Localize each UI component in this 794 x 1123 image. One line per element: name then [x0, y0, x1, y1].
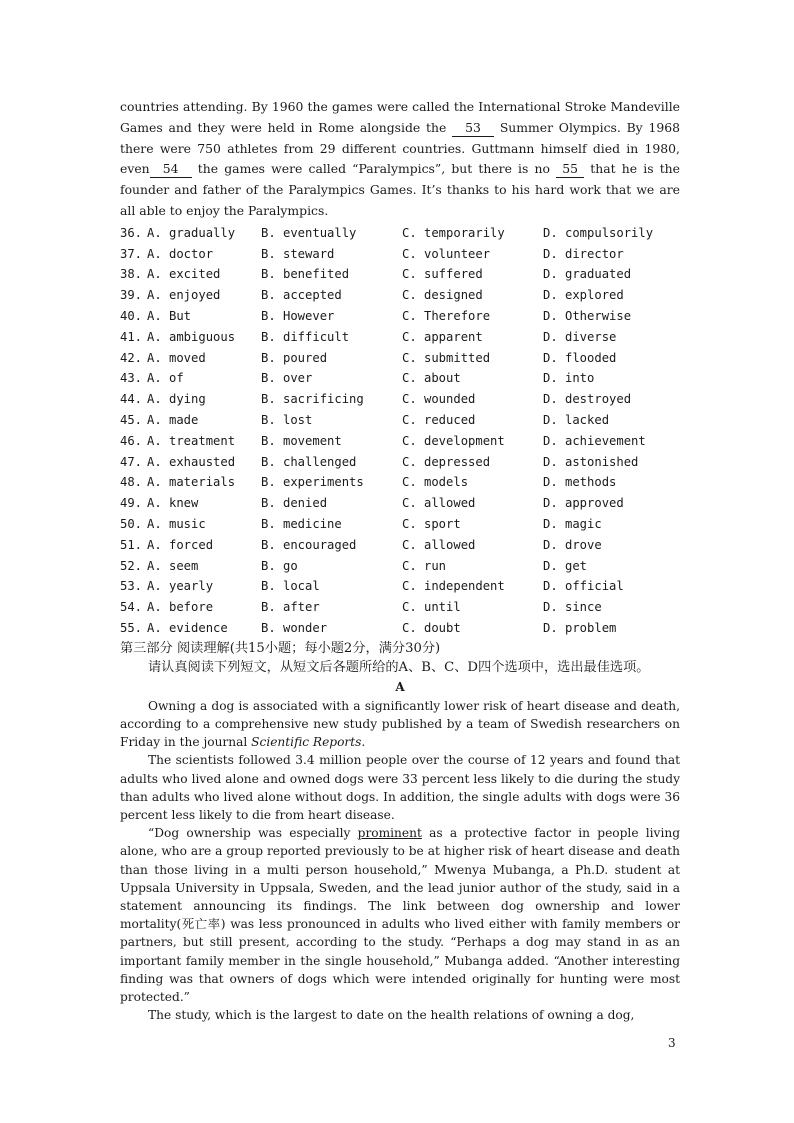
option-a: A. music: [147, 516, 206, 531]
option-row: [120, 389, 680, 410]
question-number: 46.: [120, 433, 143, 448]
blank-55: 55: [556, 161, 584, 178]
question-number: 48.: [120, 475, 143, 490]
option-c: C. volunteer: [402, 246, 491, 261]
option-row: [120, 431, 680, 452]
option-a: A. materials: [147, 475, 236, 490]
option-c: C. run: [402, 558, 447, 573]
underlined-word: prominent: [357, 826, 422, 841]
question-number: 39.: [120, 288, 143, 303]
question-number: 44.: [120, 392, 143, 407]
question-number: 45.: [120, 412, 143, 427]
option-d: D. director: [543, 246, 624, 261]
question-number: 47.: [120, 454, 143, 469]
option-a: A. moved: [147, 350, 206, 365]
option-b: B. difficult: [261, 329, 350, 344]
option-c: C. submitted: [402, 350, 491, 365]
option-a: A. dying: [147, 392, 206, 407]
option-b: B. accepted: [261, 288, 342, 303]
passage-label: A: [395, 679, 405, 694]
option-d: D. graduated: [543, 267, 632, 282]
option-a: A. forced: [147, 537, 214, 552]
option-d: D. into: [543, 371, 595, 386]
question-number: 43.: [120, 371, 143, 386]
option-d: D. since: [543, 600, 602, 615]
option-c: C. wounded: [402, 392, 476, 407]
option-a: A. But: [147, 308, 192, 323]
question-number: 42.: [120, 350, 143, 365]
option-c: C. allowed: [402, 537, 476, 552]
option-c: C. models: [402, 475, 469, 490]
option-b: B. wonder: [261, 620, 328, 635]
option-c: C. until: [402, 600, 461, 615]
option-a: A. made: [147, 412, 199, 427]
journal-name: Scientific Reports: [251, 735, 362, 750]
cloze-passage-tail: countries attending. By 1960 the games were called the International Stroke Mandeville Games and they were held in Rome alongside the 53 Summer Olympics. By 1968 there were 750 athletes from 29 different countries. Guttmann himself died in 1980, even 54 the games were called “Paralympics”, but there is no 55 that he is the founder and father of the Paralympics Games. It’s thanks to his hard work that we are all able to enjoy the Paralympics.: [120, 99, 681, 218]
reading-paragraph: Owning a dog is associated with a significantly lower risk of heart disease and death, according to a comprehensive new study published by a team of Swedish researchers on Friday in the journal Scientific Reports.: [120, 698, 680, 750]
question-number: 52.: [120, 558, 143, 573]
option-row: [120, 223, 680, 244]
option-d: D. explored: [543, 288, 624, 303]
blank-54: 54: [150, 161, 192, 178]
option-b: B. However: [261, 308, 335, 323]
option-d: D. destroyed: [543, 392, 632, 407]
reading-paragraph: The scientists followed 3.4 million people over the course of 12 years and found that adults who lived alone and owned dogs were 33 percent less likely to die during the study than adults who lived alone without dogs. In addition, the single adults with dogs were 36 percent less likely to die from heart disease.: [120, 753, 680, 822]
option-row: [120, 368, 680, 389]
option-b: B. over: [261, 371, 313, 386]
option-a: A. excited: [147, 267, 221, 282]
option-c: C. development: [402, 433, 505, 448]
option-a: A. doctor: [147, 246, 214, 261]
option-c: C. designed: [402, 288, 483, 303]
option-row: [120, 535, 680, 556]
question-number: 41.: [120, 329, 143, 344]
option-row: [120, 327, 680, 348]
option-d: D. astonished: [543, 454, 639, 469]
option-d: D. achievement: [543, 433, 646, 448]
option-row: [120, 264, 680, 285]
option-row: [120, 285, 680, 306]
option-row: [120, 576, 680, 597]
option-c: C. independent: [402, 579, 505, 594]
option-row: [120, 244, 680, 265]
option-d: D. get: [543, 558, 588, 573]
question-number: 50.: [120, 516, 143, 531]
option-b: B. benefited: [261, 267, 350, 282]
reading-paragraph: The study, which is the largest to date on the health relations of owning a dog,: [148, 1008, 635, 1023]
section-instruction: 请认真阅读下列短文，从短文后各题所给的A、B、C、D四个选项中，选出最佳选项。: [148, 659, 650, 675]
question-number: 38.: [120, 267, 143, 282]
option-row: [120, 556, 680, 577]
answer-options-list: [120, 223, 680, 639]
question-number: 36.: [120, 225, 143, 240]
option-c: C. sport: [402, 516, 461, 531]
option-d: D. approved: [543, 496, 624, 511]
question-number: 53.: [120, 579, 143, 594]
option-c: C. apparent: [402, 329, 483, 344]
blank-53: 53: [452, 120, 494, 137]
question-number: 55.: [120, 620, 143, 635]
option-d: D. official: [543, 579, 624, 594]
option-b: B. local: [261, 579, 320, 594]
option-b: B. after: [261, 600, 320, 615]
question-number: 49.: [120, 496, 143, 511]
option-d: D. problem: [543, 620, 617, 635]
option-d: D. diverse: [543, 329, 617, 344]
option-d: D. lacked: [543, 412, 610, 427]
option-row: [120, 618, 680, 639]
option-b: B. lost: [261, 412, 313, 427]
option-row: [120, 597, 680, 618]
option-b: B. denied: [261, 496, 328, 511]
option-row: [120, 348, 680, 369]
question-number: 54.: [120, 600, 143, 615]
option-b: B. go: [261, 558, 298, 573]
option-c: C. temporarily: [402, 225, 505, 240]
reading-paragraph: “Dog ownership was especially prominent as a protective factor in people living alone, who are a group reported previously to be at higher risk of heart disease and death than those living in a multi person household,” Mwenya Mubanga, a Ph.D. student at Uppsala University in Uppsala, Sweden, and the lead junior author of the study, said in a statement announcing its findings. The link between dog ownership and lower mortality(死亡率) was less pronounced in adults who lived either with family members or partners, but still present, according to the study. “Perhaps a dog may stand in as an important family member in the single household,” Mubanga added. “Another interesting finding was that owners of dogs which were intended originally for hunting were most protected.”: [120, 826, 680, 1004]
option-b: B. medicine: [261, 516, 342, 531]
option-c: C. Therefore: [402, 308, 491, 323]
option-b: B. poured: [261, 350, 328, 365]
option-row: [120, 493, 680, 514]
option-b: B. experiments: [261, 475, 364, 490]
option-a: A. yearly: [147, 579, 214, 594]
option-row: [120, 306, 680, 327]
option-row: [120, 452, 680, 473]
option-b: B. challenged: [261, 454, 357, 469]
option-a: A. knew: [147, 496, 199, 511]
page-number: 3: [668, 1036, 676, 1050]
option-row: [120, 514, 680, 535]
option-d: D. compulsorily: [543, 225, 654, 240]
question-number: 40.: [120, 308, 143, 323]
option-row: [120, 410, 680, 431]
option-c: C. about: [402, 371, 461, 386]
option-d: D. magic: [543, 516, 602, 531]
option-a: A. exhausted: [147, 454, 236, 469]
section-heading: 第三部分 阅读理解(共15小题；每小题2分，满分30分): [120, 640, 441, 656]
option-b: B. movement: [261, 433, 342, 448]
option-c: C. suffered: [402, 267, 483, 282]
option-a: A. enjoyed: [147, 288, 221, 303]
option-d: D. Otherwise: [543, 308, 632, 323]
option-a: A. treatment: [147, 433, 236, 448]
option-b: B. eventually: [261, 225, 357, 240]
option-a: A. gradually: [147, 225, 236, 240]
page-content: [120, 97, 680, 1024]
option-b: B. encouraged: [261, 537, 357, 552]
option-row: [120, 472, 680, 493]
option-a: A. before: [147, 600, 214, 615]
option-d: D. methods: [543, 475, 617, 490]
question-number: 51.: [120, 537, 143, 552]
option-c: C. depressed: [402, 454, 491, 469]
option-a: A. seem: [147, 558, 199, 573]
question-number: 37.: [120, 246, 143, 261]
option-a: A. of: [147, 371, 184, 386]
option-d: D. drove: [543, 537, 602, 552]
option-b: B. sacrificing: [261, 392, 364, 407]
option-c: C. doubt: [402, 620, 461, 635]
option-a: A. evidence: [147, 620, 228, 635]
option-c: C. reduced: [402, 412, 476, 427]
option-a: A. ambiguous: [147, 329, 236, 344]
option-d: D. flooded: [543, 350, 617, 365]
option-c: C. allowed: [402, 496, 476, 511]
option-b: B. steward: [261, 246, 335, 261]
